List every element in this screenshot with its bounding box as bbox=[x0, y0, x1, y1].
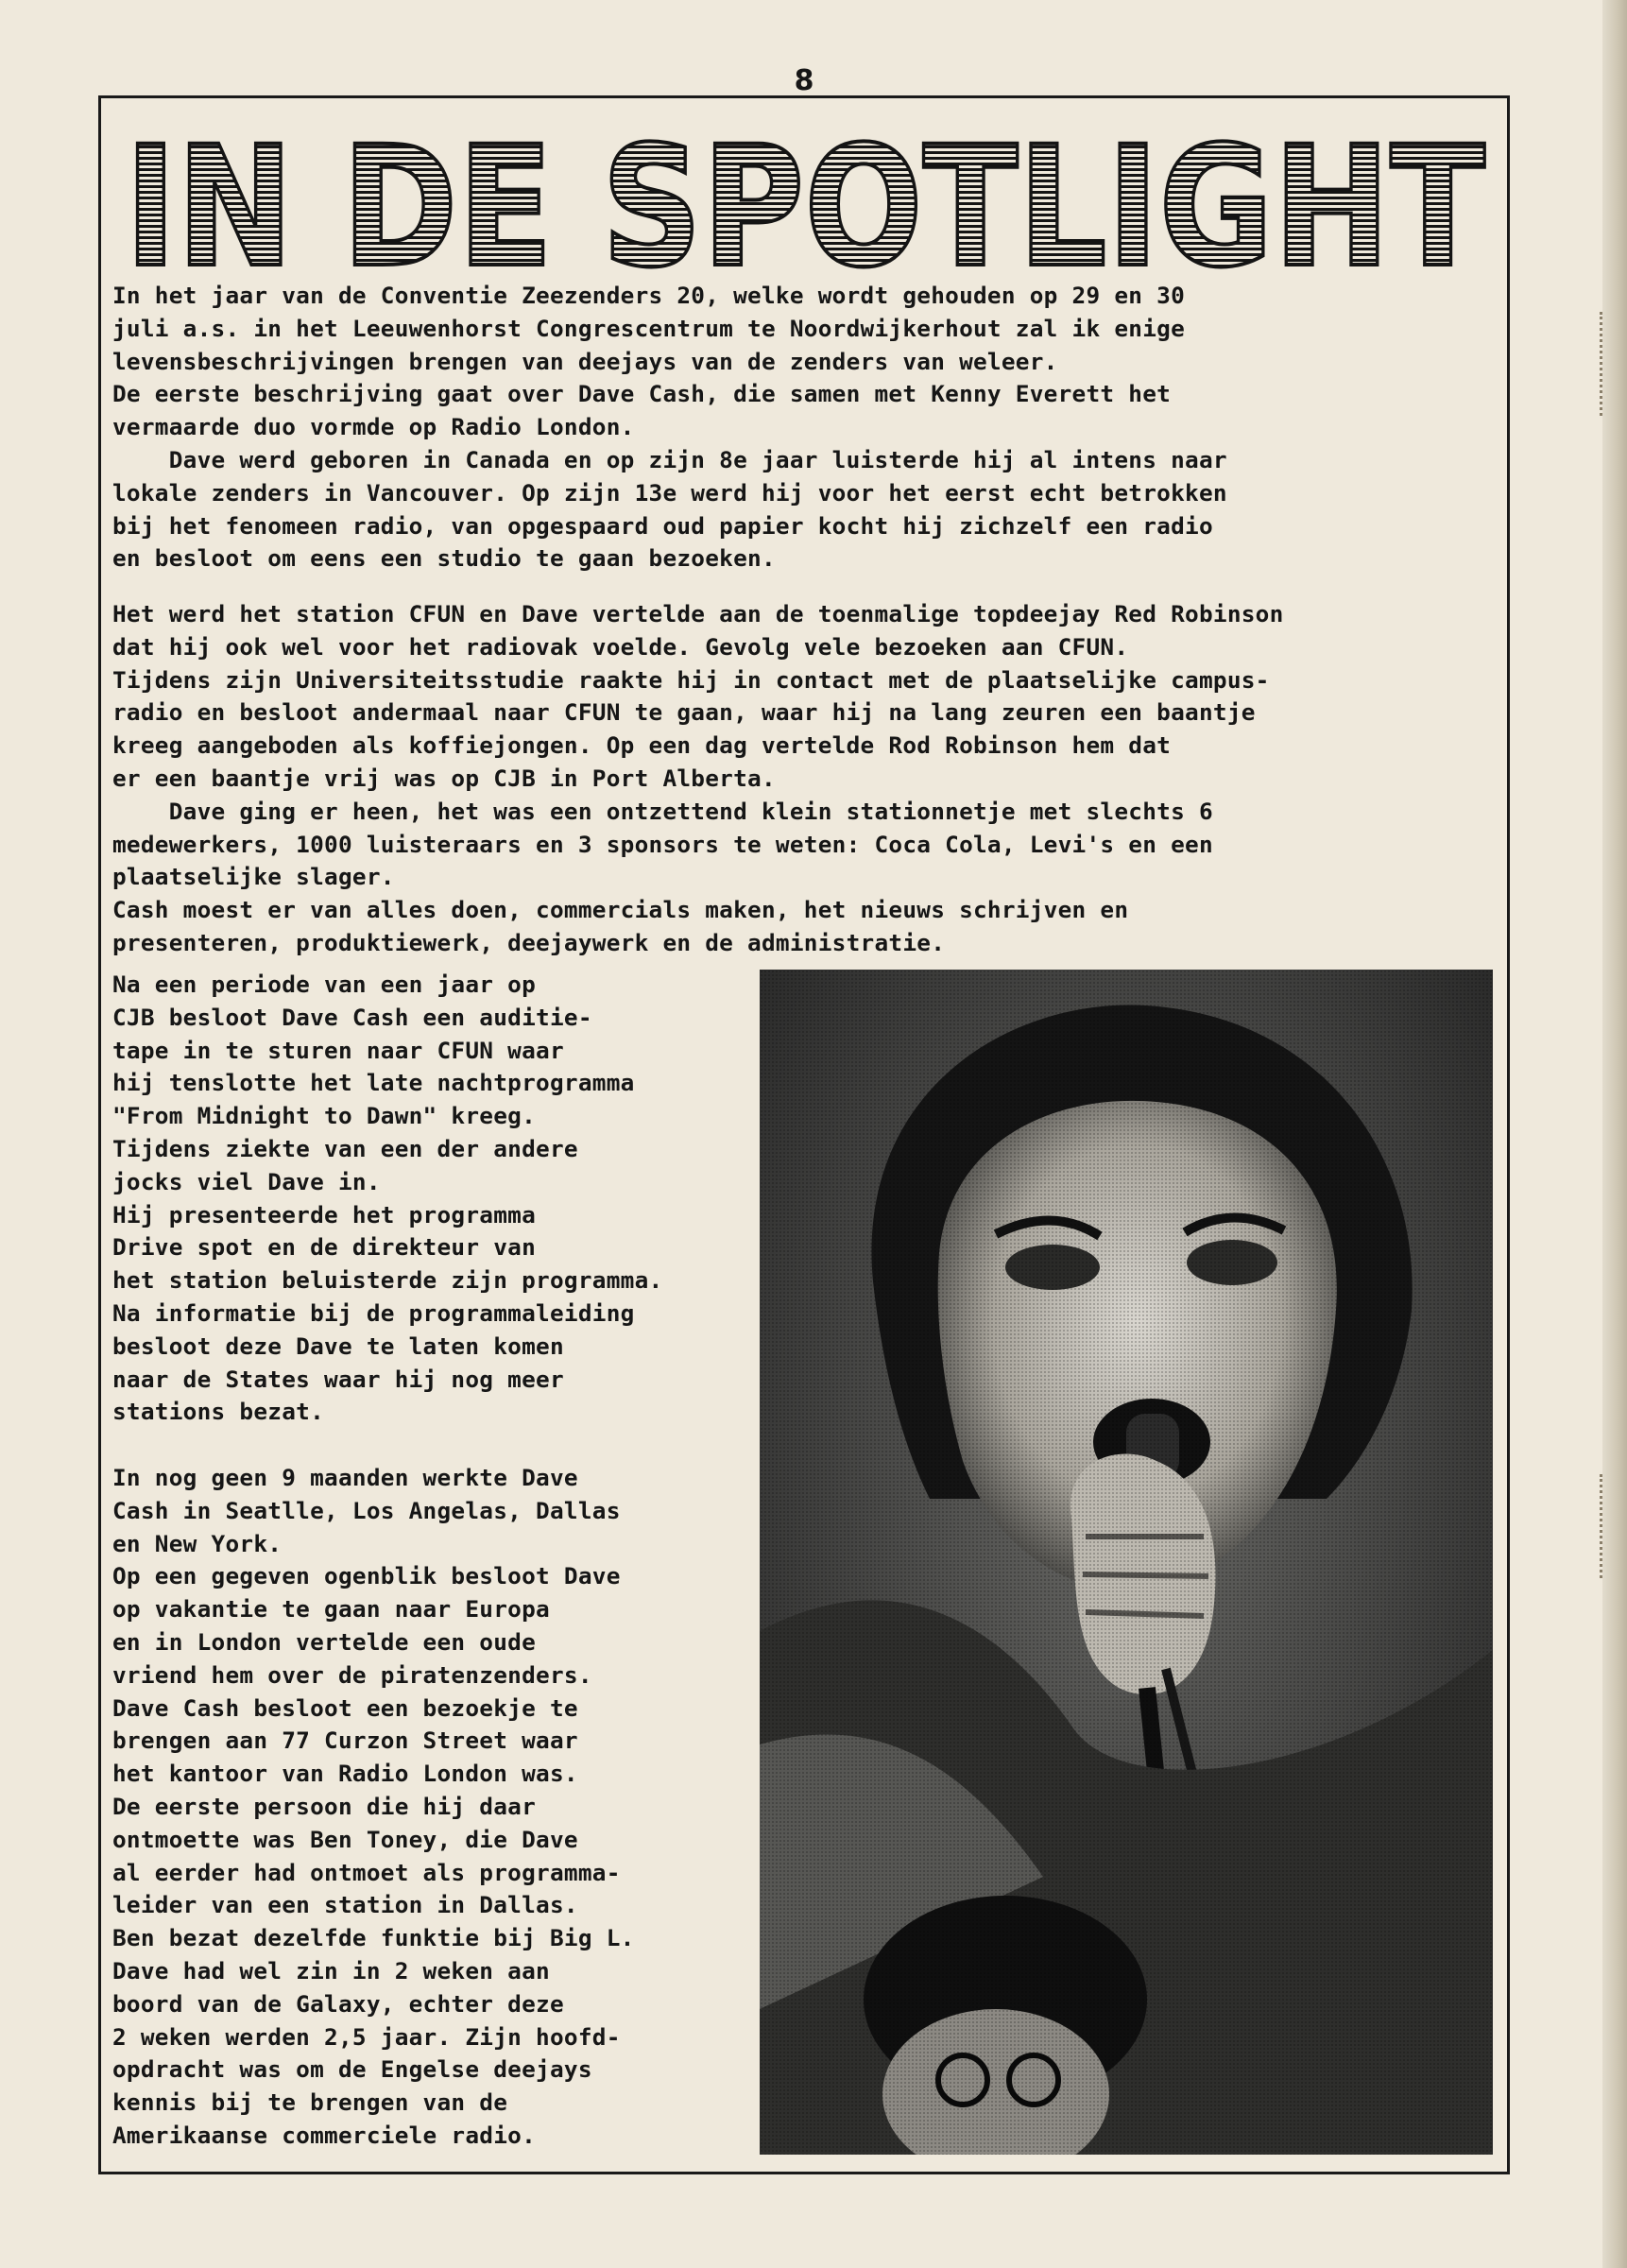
text-line: stations bezat. bbox=[112, 1398, 325, 1426]
text-line: opdracht was om de Engelse deejays bbox=[112, 2055, 592, 2084]
text-line: dat hij ook wel voor het radiovak voelde. Gevolg vele bezoeken aan CFUN. bbox=[112, 632, 1129, 661]
binding-edge bbox=[1602, 0, 1627, 2268]
text-line: Het werd het station CFUN en Dave vertelde aan de toenmalige topdeejay Red Robinson bbox=[112, 600, 1284, 627]
text-line: jocks viel Dave in. bbox=[112, 1167, 381, 1195]
text-line: bij het fenomeen radio, van opgespaard oud papier kocht hij zichzelf een radio bbox=[112, 511, 1213, 540]
intro-paragraph bbox=[112, 280, 1227, 576]
text-line: Na informatie bij de programmaleiding bbox=[112, 1298, 635, 1327]
column-paragraph bbox=[112, 969, 662, 2153]
text-line: In het jaar van de Conventie Zeezenders 20, welke wordt gehouden op 29 en 30 bbox=[112, 282, 1186, 309]
text-line: kreeg aangeboden als koffiejongen. Op een dag vertelde Rod Robinson hem dat bbox=[112, 731, 1172, 760]
text-line: Hij presenteerde het programma bbox=[112, 1200, 537, 1228]
text-line: boord van de Galaxy, echter deze bbox=[112, 1989, 564, 2018]
text-line: presenteren, produktiewerk, deejaywerk en de administratie. bbox=[112, 928, 946, 956]
text-line: Op een gegeven ogenblik besloot Dave bbox=[112, 1562, 621, 1590]
text-line: Cash in Seatlle, Los Angelas, Dallas bbox=[112, 1496, 621, 1524]
text-line: kennis bij te brengen van de bbox=[112, 2088, 508, 2117]
text-line: radio en besloot andermaal naar CFUN te gaan, waar hij na lang zeuren een baantje bbox=[112, 698, 1256, 727]
text-line: het station beluisterde zijn programma. bbox=[112, 1266, 663, 1295]
text-line: leider van een station in Dallas. bbox=[112, 1891, 578, 1919]
text-line: vermaarde duo vormde op Radio London. bbox=[112, 413, 635, 441]
text-line: Dave Cash besloot een bezoekje te bbox=[112, 1693, 578, 1722]
text-line: ontmoette was Ben Toney, die Dave bbox=[112, 1825, 578, 1853]
text-line: Cash moest er van alles doen, commercials maken, het nieuws schrijven en bbox=[112, 896, 1129, 924]
text-line bbox=[112, 1429, 662, 1462]
text-line: vriend hem over de piratenzenders. bbox=[112, 1660, 592, 1689]
text-line: De eerste persoon die hij daar bbox=[112, 1792, 537, 1820]
text-line: besloot deze Dave te laten komen bbox=[112, 1332, 564, 1360]
text-line: er een baantje vrij was op CJB in Port Alberta. bbox=[112, 764, 776, 792]
text-line: het kantoor van Radio London was. bbox=[112, 1760, 578, 1788]
text-line: "From Midnight to Dawn" kreeg. bbox=[112, 1102, 537, 1130]
text-line: juli a.s. in het Leeuwenhorst Congrescentrum te Noordwijkerhout zal ik enige bbox=[112, 314, 1186, 342]
text-line: en besloot om eens een studio te gaan bezoeken. bbox=[112, 544, 776, 573]
text-line: plaatselijke slager. bbox=[112, 863, 395, 891]
masthead bbox=[121, 123, 1489, 276]
text-line: Tijdens zijn Universiteitsstudie raakte hij in contact met de plaatselijke campus- bbox=[112, 665, 1270, 694]
text-line: Amerikaanse commerciele radio. bbox=[112, 2121, 537, 2149]
text-line: op vakantie te gaan naar Europa bbox=[112, 1595, 550, 1624]
text-line: CJB besloot Dave Cash een auditie- bbox=[112, 1003, 592, 1031]
text-line: tape in te sturen naar CFUN waar bbox=[112, 1036, 564, 1064]
text-line: 2 weken werden 2,5 jaar. Zijn hoofd- bbox=[112, 2022, 621, 2051]
text-line: Dave werd geboren in Canada en op zijn 8e jaar luisterde hij al intens naar bbox=[112, 445, 1227, 473]
text-line: Ben bezat dezelfde funktie bij Big L. bbox=[112, 1924, 635, 1952]
wide-paragraph bbox=[112, 598, 1284, 960]
text-line: naar de States waar hij nog meer bbox=[112, 1365, 564, 1393]
page-number: 8 bbox=[794, 64, 814, 97]
text-line: brengen aan 77 Curzon Street waar bbox=[112, 1727, 578, 1755]
text-line: Dave had wel zin in 2 weken aan bbox=[112, 1956, 550, 1984]
text-line: lokale zenders in Vancouver. Op zijn 13e werd hij voor het eerst echt betrokken bbox=[112, 478, 1227, 507]
text-line: medewerkers, 1000 luisteraars en 3 sponsors te weten: Coca Cola, Levi's en een bbox=[112, 830, 1213, 858]
text-line: Dave ging er heen, het was een ontzettend klein stationnetje met slechts 6 bbox=[112, 797, 1213, 825]
binding-stitch bbox=[1600, 312, 1618, 416]
text-line: Na een periode van een jaar op bbox=[112, 971, 537, 998]
text-line: Tijdens ziekte van een der andere bbox=[112, 1134, 578, 1162]
binding-stitch bbox=[1600, 1474, 1618, 1578]
dave-cash-photo bbox=[760, 970, 1493, 2155]
text-line: al eerder had ontmoet als programma- bbox=[112, 1858, 621, 1886]
text-line: en New York. bbox=[112, 1529, 283, 1557]
text-line: De eerste beschrijving gaat over Dave Cash, die samen met Kenny Everett het bbox=[112, 380, 1172, 408]
text-line: Drive spot en de direkteur van bbox=[112, 1233, 537, 1262]
text-line: en in London vertelde een oude bbox=[112, 1627, 537, 1656]
svg-text:IN DE SPOTLIGHT: IN DE SPOTLIGHT bbox=[125, 123, 1485, 276]
masthead-title bbox=[121, 123, 1489, 276]
text-line: In nog geen 9 maanden werkte Dave bbox=[112, 1463, 578, 1491]
text-line: hij tenslotte het late nachtprogramma bbox=[112, 1069, 635, 1097]
text-line: levensbeschrijvingen brengen van deejays van de zenders van weleer. bbox=[112, 347, 1058, 375]
